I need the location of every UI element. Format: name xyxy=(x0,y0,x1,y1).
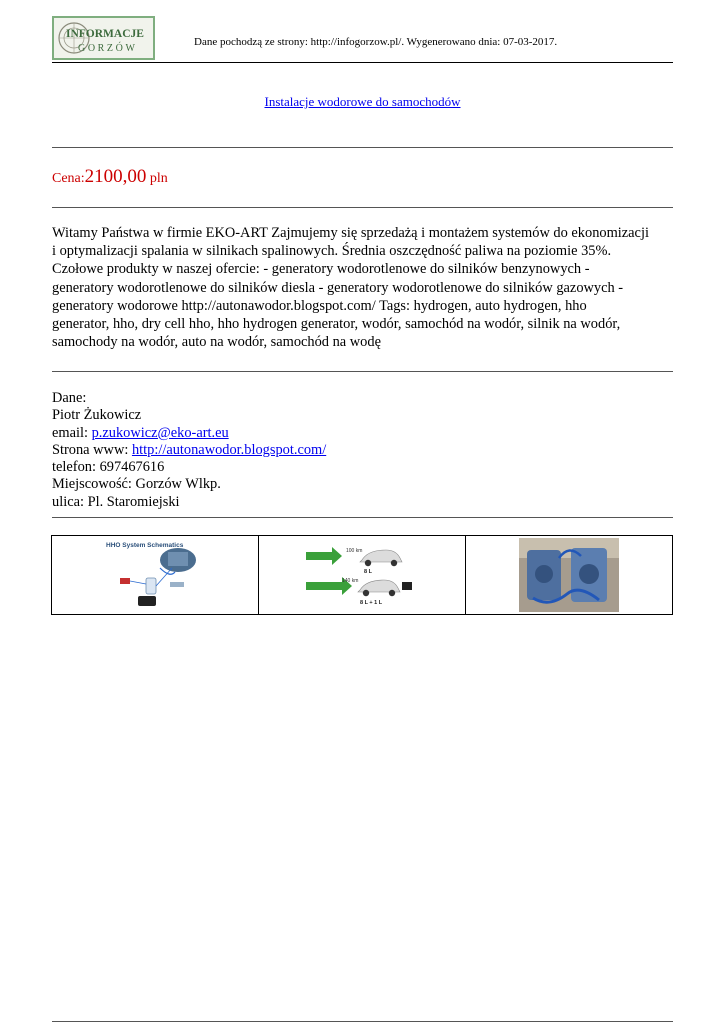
divider xyxy=(52,207,673,208)
price-label: Cena: xyxy=(52,171,85,186)
price xyxy=(52,166,168,188)
contact-email-row xyxy=(52,425,673,442)
logo-text-bottom: GORZÓW xyxy=(78,43,138,54)
image-gallery xyxy=(51,535,673,615)
phone-label: telefon: xyxy=(52,459,100,476)
price-unit: pln xyxy=(146,171,168,186)
description-line: generatory wodorowe http://autonawodor.blogspot.com/ Tags: hydrogen, auto hydrogen, hho xyxy=(52,297,587,314)
contact-city-row xyxy=(52,476,673,493)
divider xyxy=(52,517,673,518)
top-fuel: 8 L xyxy=(364,569,372,575)
description-line: samochody na wodór, auto na wodór, samochód na wodę xyxy=(52,334,381,351)
description-line: generatory wodorotlenowe do silników diesla - generatory wodorotlenowe do silników gazowych - xyxy=(52,279,624,296)
hho-schematic-image[interactable] xyxy=(100,538,210,612)
listing-title-link[interactable]: Instalacje wodorowe do samochodów xyxy=(264,94,461,109)
gallery-cell xyxy=(466,536,673,615)
listing-title xyxy=(52,94,673,110)
www-label: Strona www: xyxy=(52,441,132,458)
gallery-cell xyxy=(259,536,466,615)
hho-generator-photo[interactable] xyxy=(519,538,619,612)
description-line: i optymalizacji spalania w silnikach spalinowych. Średnia oszczędność paliwa na poziomie 35%. xyxy=(52,243,612,260)
street-value: Pl. Staromiejski xyxy=(87,493,180,510)
contact-heading: Dane: xyxy=(52,390,87,406)
top-distance: 100 km xyxy=(346,548,363,554)
website-link[interactable]: http://autonawodor.blogspot.com/ xyxy=(131,441,327,458)
gallery-cell xyxy=(52,536,259,615)
email-link[interactable]: p.zukowicz@eko-art.eu xyxy=(91,424,229,441)
header-divider xyxy=(52,62,673,63)
contact-name: Piotr Żukowicz xyxy=(52,407,142,424)
source-note: Dane pochodzą ze strony: http://infogorzow.pl/. Wygenerowano dnia: 07-03-2017. xyxy=(194,36,558,48)
email-label: email: xyxy=(52,424,92,441)
fuel-comparison-image[interactable] xyxy=(302,538,422,612)
footer-divider xyxy=(52,1021,673,1022)
price-value: 2100,00 xyxy=(84,166,147,187)
contact-details xyxy=(52,390,673,511)
city-value: Gorzów Wlkp. xyxy=(135,476,221,493)
logo-graphic xyxy=(54,18,153,58)
page-header xyxy=(52,16,673,62)
divider xyxy=(52,147,673,148)
phone-value: 697467616 xyxy=(99,459,165,476)
description-line: Witamy Państwa w firmie EKO-ART Zajmujemy się sprzedażą i montażem systemów do ekonomizacji xyxy=(52,225,649,241)
contact-www-row xyxy=(52,442,673,459)
street-label: ulica: xyxy=(52,493,88,510)
bottom-fuel: 8 L + 1 L xyxy=(360,600,383,606)
infogorzow-logo[interactable] xyxy=(52,16,155,60)
description-line: generator, hho, dry cell hho, hho hydrogen generator, wodór, samochód na wodór, silnik na wodór, xyxy=(52,316,621,333)
logo-text-top: INFORMACJE xyxy=(66,28,144,40)
description-line: Czołowe produkty w naszej ofercie: - generatory wodorotlenowe do silników benzynowych - xyxy=(52,261,590,278)
contact-street-row xyxy=(52,494,673,511)
listing-description xyxy=(52,224,677,351)
city-label: Miejscowość: xyxy=(52,476,136,493)
bottom-distance: 140 km xyxy=(342,578,359,584)
divider xyxy=(52,371,673,372)
contact-phone-row xyxy=(52,459,673,476)
schematic-title: HHO System Schematics xyxy=(106,542,184,549)
